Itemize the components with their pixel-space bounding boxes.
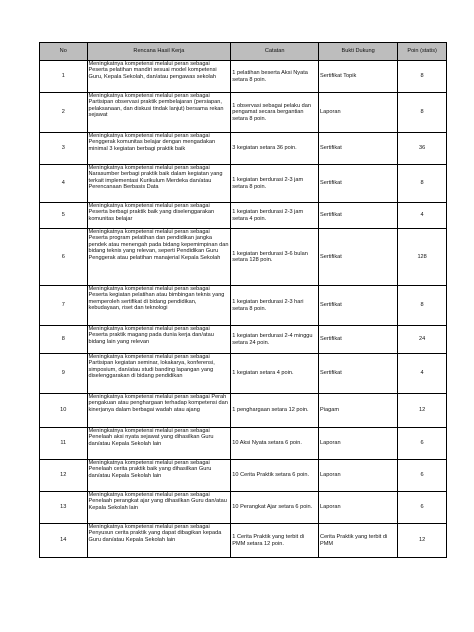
cell-no: 2 bbox=[40, 93, 88, 133]
cell-rencana-hasil-kerja: Meningkatnya kompetensi melalui peran sebagai Peserta pelatihan mandiri sesuai model kompetensi Guru, Kepala Sekolah, dan/atau pengawas sekolah bbox=[87, 61, 231, 93]
cell-no: 1 bbox=[40, 61, 88, 93]
cell-no: 7 bbox=[40, 286, 88, 326]
cell-catatan: 1 Cerita Praktik yang terbit di PMM setara 12 poin. bbox=[231, 524, 319, 558]
table-row bbox=[40, 492, 447, 524]
cell-catatan: 1 kegiatan berdurasi 2-3 hari setara 8 poin. bbox=[231, 286, 319, 326]
cell-catatan: 1 kegiatan setara 4 poin. bbox=[231, 354, 319, 394]
cell-no: 11 bbox=[40, 428, 88, 460]
cell-catatan: 1 penghargaan setara 12 poin. bbox=[231, 394, 319, 428]
table-row bbox=[40, 354, 447, 394]
cell-poin: 8 bbox=[398, 61, 447, 93]
cell-bukti-dukung: Sertifikat bbox=[319, 203, 398, 229]
header-rencana-hasil-kerja: Rencana Hasil Kerja bbox=[87, 43, 231, 61]
header-no: No bbox=[40, 43, 88, 61]
table-header-row bbox=[40, 43, 447, 61]
cell-bukti-dukung: Cerita Praktik yang terbit di PMM bbox=[319, 524, 398, 558]
cell-catatan: 1 kegiatan berdurasi 2-3 jam setara 4 poin. bbox=[231, 203, 319, 229]
table-row bbox=[40, 165, 447, 203]
cell-no: 4 bbox=[40, 165, 88, 203]
header-poin: Poin (statis) bbox=[398, 43, 447, 61]
cell-catatan: 1 kegiatan berdurasi 3-6 bulan setara 128 poin. bbox=[231, 229, 319, 286]
cell-bukti-dukung: Sertifikat bbox=[319, 133, 398, 165]
table-row bbox=[40, 524, 447, 558]
cell-poin: 6 bbox=[398, 428, 447, 460]
cell-rencana-hasil-kerja: Meningkatnya kompetensi melalui peran sebagai Penggerak komunitas belajar dengan mengadakan minimal 3 kegiatan berbagi praktik baik bbox=[87, 133, 231, 165]
cell-rencana-hasil-kerja: Meningkatnya kompetensi melalui peran sebagai Penelaah perangkat ajar yang dihasilkan Guru dan/atau Kepala Sekolah lain bbox=[87, 492, 231, 524]
cell-catatan: 10 Aksi Nyata setara 6 poin. bbox=[231, 428, 319, 460]
cell-bukti-dukung: Laporan bbox=[319, 428, 398, 460]
cell-rencana-hasil-kerja: Meningkatnya kompetensi melalui peran sebagai Penelaah aksi nyata sejawat yang dihasilkan Guru dan/atau Kepala Sekolah lain bbox=[87, 428, 231, 460]
cell-rencana-hasil-kerja: Meningkatnya kompetensi melalui peran sebagai Partisipan observasi praktik pembelajaran (persiapan, pelaksanaan, dan diskusi tindak lanjut) bersama rekan sejawat bbox=[87, 93, 231, 133]
cell-bukti-dukung: Sertifikat bbox=[319, 229, 398, 286]
cell-bukti-dukung: Piagam bbox=[319, 394, 398, 428]
cell-no: 3 bbox=[40, 133, 88, 165]
cell-poin: 24 bbox=[398, 326, 447, 354]
cell-rencana-hasil-kerja: Meningkatnya kompetensi melalui peran sebagai Perah pengakuan atau penghargaan terhadap kompetensi dan kinerjanya dalam berbagai wadah atau ajang bbox=[87, 394, 231, 428]
cell-poin: 8 bbox=[398, 286, 447, 326]
cell-bukti-dukung: Laporan bbox=[319, 460, 398, 492]
cell-bukti-dukung: Sertifikat bbox=[319, 165, 398, 203]
cell-rencana-hasil-kerja: Meningkatnya kompetensi melalui peran sebagai Peserta program pelatihan dan pendidikan jangka pendek atau menengah pada bidang kepemimpinan dan bidang teknis yang relevan, seperti Pendidikan Guru Penggerak atau pelatihan manajerial Kepala Sekolah bbox=[87, 229, 231, 286]
table-row bbox=[40, 229, 447, 286]
table-row bbox=[40, 394, 447, 428]
cell-rencana-hasil-kerja: Meningkatnya kompetensi melalui peran sebagai Peserta kegiatan pelatihan atau bimbingan teknis yang memperoleh sertifikat di bidang pendidikan, kebudayaan, riset dan teknologi bbox=[87, 286, 231, 326]
cell-rencana-hasil-kerja: Meningkatnya kompetensi melalui peran sebagai Partisipan kegiatan seminar, lokakarya, konferensi, simposium, dan/atau studi banding lapangan yang diselenggarakan di bidang pendidikan bbox=[87, 354, 231, 394]
cell-poin: 4 bbox=[398, 354, 447, 394]
cell-poin: 128 bbox=[398, 229, 447, 286]
cell-no: 10 bbox=[40, 394, 88, 428]
cell-rencana-hasil-kerja: Meningkatnya kompetensi melalui peran sebagai Peserta berbagi praktik baik yang diselenggarakan komunitas belajar bbox=[87, 203, 231, 229]
cell-catatan: 1 kegiatan berdurasi 2-3 jam setara 8 poin. bbox=[231, 165, 319, 203]
cell-rencana-hasil-kerja: Meningkatnya kompetensi melalui peran sebagai Penelaah cerita praktik baik yang dihasilkan Guru dan/atau Kepala Sekolah lain bbox=[87, 460, 231, 492]
performance-plan-table bbox=[39, 42, 447, 558]
cell-bukti-dukung: Sertifikat bbox=[319, 354, 398, 394]
cell-bukti-dukung: Sertifikat bbox=[319, 326, 398, 354]
cell-no: 9 bbox=[40, 354, 88, 394]
table-row bbox=[40, 93, 447, 133]
cell-poin: 6 bbox=[398, 460, 447, 492]
cell-bukti-dukung: Laporan bbox=[319, 93, 398, 133]
cell-no: 12 bbox=[40, 460, 88, 492]
table-row bbox=[40, 61, 447, 93]
cell-bukti-dukung: Sertifikat Topik bbox=[319, 61, 398, 93]
cell-no: 13 bbox=[40, 492, 88, 524]
cell-catatan: 1 kegiatan berdurasi 2-4 minggu setara 24 poin. bbox=[231, 326, 319, 354]
table-row bbox=[40, 326, 447, 354]
cell-poin: 8 bbox=[398, 93, 447, 133]
cell-poin: 8 bbox=[398, 165, 447, 203]
header-catatan: Catatan bbox=[231, 43, 319, 61]
table-row bbox=[40, 428, 447, 460]
cell-poin: 6 bbox=[398, 492, 447, 524]
cell-poin: 12 bbox=[398, 524, 447, 558]
table-row bbox=[40, 133, 447, 165]
cell-no: 8 bbox=[40, 326, 88, 354]
cell-no: 5 bbox=[40, 203, 88, 229]
cell-catatan: 3 kegiatan setara 36 poin. bbox=[231, 133, 319, 165]
table-row bbox=[40, 460, 447, 492]
cell-poin: 12 bbox=[398, 394, 447, 428]
cell-no: 6 bbox=[40, 229, 88, 286]
cell-catatan: 10 Cerita Praktik setara 6 poin. bbox=[231, 460, 319, 492]
table-row bbox=[40, 286, 447, 326]
cell-catatan: 10 Perangkat Ajar setara 6 poin. bbox=[231, 492, 319, 524]
cell-bukti-dukung: Laporan bbox=[319, 492, 398, 524]
table-row bbox=[40, 203, 447, 229]
cell-rencana-hasil-kerja: Meningkatnya kompetensi melalui peran sebagai Penyusun cerita praktik yang dapat dibagikan kepada Guru dan/atau Kepala Sekolah lain bbox=[87, 524, 231, 558]
cell-rencana-hasil-kerja: Meningkatnya kompetensi melalui peran sebagai Peserta praktik magang pada dunia kerja dan/atau bidang lain yang relevan bbox=[87, 326, 231, 354]
cell-catatan: 1 pelatihan beserta Aksi Nyata setara 8 poin. bbox=[231, 61, 319, 93]
cell-catatan: 1 observasi sebagai pelaku dan pengamat secara bergantian setara 8 poin. bbox=[231, 93, 319, 133]
cell-poin: 36 bbox=[398, 133, 447, 165]
cell-bukti-dukung: Sertifikat bbox=[319, 286, 398, 326]
header-bukti-dukung: Bukti Dukung bbox=[319, 43, 398, 61]
cell-no: 14 bbox=[40, 524, 88, 558]
cell-rencana-hasil-kerja: Meningkatnya kompetensi melalui peran sebagai Narasumber berbagi praktik baik dalam kegiatan yang terkait implementasi Kurikulum Merdeka dan/atau Perencanaan Berbasis Data bbox=[87, 165, 231, 203]
cell-poin: 4 bbox=[398, 203, 447, 229]
